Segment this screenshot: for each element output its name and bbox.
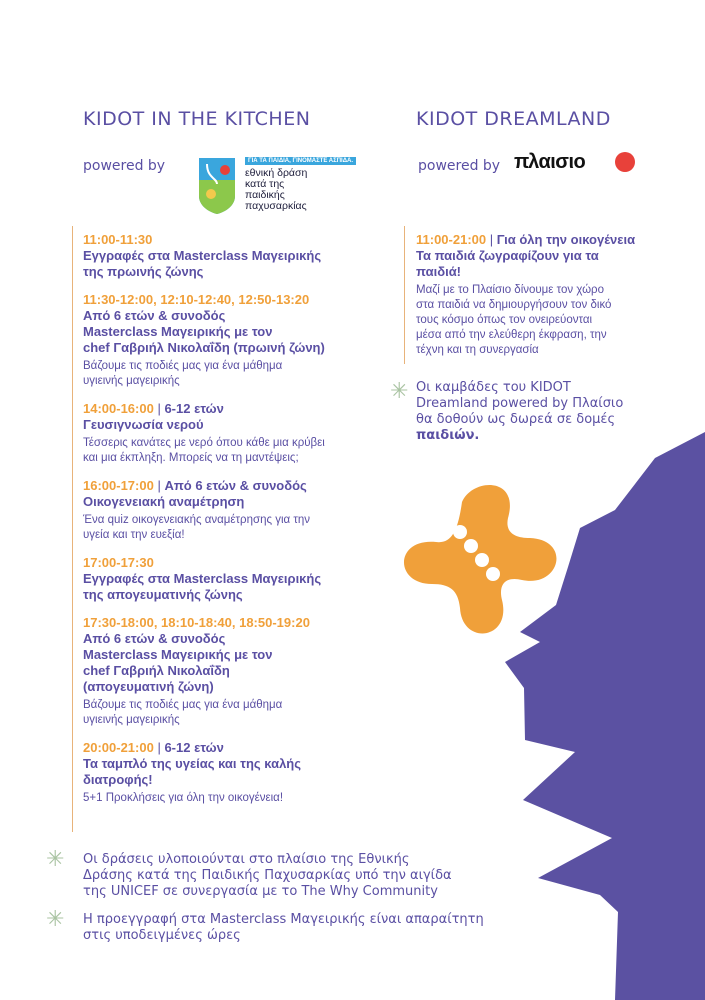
- event-time-text: 20:00-21:00: [83, 740, 154, 755]
- schedule-event: [83, 292, 383, 389]
- left-note-2: [83, 912, 553, 944]
- event-name-line: chef Γαβριήλ Νικολαΐδη: [83, 663, 230, 678]
- sponsor-banner: ΓΙΑ ΤΑ ΠΑΙΔΙΑ, ΓΙΝΟΜΑΣΤΕ ΑΣΠΙΔΑ.: [245, 157, 356, 165]
- event-name-line: Masterclass Μαγειρικής με τον: [83, 324, 273, 339]
- separator: |: [153, 478, 165, 493]
- event-name-line: Γευσιγνωσία νερού: [83, 417, 204, 432]
- note-line: Δράσης κατά της Παιδικής Παχυσαρκίας υπό την αιγίδα: [83, 868, 452, 883]
- sparkle-icon: ✳: [46, 846, 65, 871]
- left-title: KIDOT IN THE KITCHEN: [83, 108, 311, 130]
- separator: |: [153, 401, 165, 416]
- right-note-line-bold: παιδιών.: [416, 428, 480, 443]
- event-description: [83, 698, 383, 728]
- ethniki-drasi-text: [245, 157, 356, 212]
- event-description-line: Βάζουμε τις ποδιές μας για ένα μάθημα: [83, 699, 283, 711]
- event-time: [83, 555, 383, 571]
- event-description: [83, 791, 383, 806]
- red-dot-icon: [615, 152, 635, 172]
- event-name-line: Εγγραφές στα Masterclass Μαγειρικής: [83, 571, 322, 586]
- event-time-text: 14:00-16:00: [83, 401, 154, 416]
- sparkle-icon: ✳: [46, 906, 65, 931]
- event-description-line: Τέσσερις κανάτες με νερό όπου κάθε μια κρύβει: [83, 437, 325, 449]
- note-line: Οι δράσεις υλοποιούνται στο πλαίσιο της Εθνικής: [83, 852, 410, 867]
- sparkle-icon: ✳: [390, 378, 409, 403]
- event-time-text: 17:30-18:00, 18:10-18:40, 18:50-19:20: [83, 615, 310, 630]
- event-description-line: και μια έκπληξη. Μπορείς να τη μαντέψεις;: [83, 452, 299, 464]
- left-schedule: [83, 232, 383, 818]
- sponsor-line-1: εθνική δράση: [245, 167, 308, 179]
- event-name-line: Masterclass Μαγειρικής με τον: [83, 647, 273, 662]
- event-tag: Από 6 ετών & συνοδός: [164, 478, 307, 493]
- right-title: KIDOT DREAMLAND: [416, 108, 611, 130]
- note-line: Η προεγγραφή στα Masterclass Μαγειρικής είναι απαραίτητη: [83, 912, 484, 927]
- event-name-line: Οικογενειακή αναμέτρηση: [83, 494, 245, 509]
- right-event-description-line: μέσα από την ελεύθερη έκφραση, την: [416, 329, 607, 341]
- schedule-event: [83, 401, 383, 466]
- event-name-line: Εγγραφές στα Masterclass Μαγειρικής: [83, 248, 322, 263]
- event-time: [83, 232, 383, 248]
- right-note: [416, 380, 676, 444]
- separator: |: [153, 740, 165, 755]
- event-time: [83, 740, 383, 756]
- left-note-1: [83, 852, 553, 900]
- note-line: στις υποδειγμένες ώρες: [83, 928, 241, 943]
- sponsor-line-3: παιδικής: [245, 189, 285, 201]
- event-description: [83, 436, 383, 466]
- shield-icon: [197, 156, 237, 214]
- event-name-line: Τα ταμπλό της υγείας και της καλής: [83, 756, 302, 771]
- event-tag: 6-12 ετών: [164, 401, 224, 416]
- left-powered-by: powered by: [83, 158, 166, 174]
- event-time-text: 11:30-12:00, 12:10-12:40, 12:50-13:20: [83, 292, 310, 307]
- event-time-text: 16:00-17:00: [83, 478, 154, 493]
- plaisio-logo: πλαισιο: [514, 151, 586, 173]
- sponsor-line-4: παχυσαρκίας: [245, 200, 307, 212]
- right-note-line: Dreamland powered by Πλαίσιο: [416, 396, 624, 411]
- event-name-line: (απογευματινή ζώνη): [83, 679, 214, 694]
- schedule-event: [83, 740, 383, 806]
- right-event-description-line: Μαζί με το Πλαίσιο δίνουμε τον χώρο: [416, 284, 604, 296]
- right-event-tag: Για όλη την οικογένεια: [496, 232, 636, 247]
- event-name-line: Από 6 ετών & συνοδός: [83, 308, 226, 323]
- schedule-event: [83, 478, 383, 543]
- event-time-text: 17:00-17:30: [83, 555, 154, 570]
- event-time: [83, 478, 383, 494]
- event-time-text: 11:00-11:30: [83, 232, 153, 247]
- note-line: της UNICEF σε συνεργασία με το The Why Community: [83, 884, 438, 899]
- schedule-event: [83, 615, 383, 728]
- event-description: [83, 513, 383, 543]
- event-tag: 6-12 ετών: [164, 740, 224, 755]
- event-description-line: Ένα quiz οικογενειακής αναμέτρησης για την: [83, 514, 311, 526]
- event-name-line: chef Γαβριήλ Νικολαΐδη (πρωινή ζώνη): [83, 340, 325, 355]
- sponsor-line-2: κατά της: [245, 178, 285, 190]
- event-time: [83, 401, 383, 417]
- event-name-line: της πρωινής ζώνης: [83, 264, 204, 279]
- ethniki-drasi-logo: [197, 156, 237, 219]
- event-time: [83, 615, 383, 631]
- event-name-line: διατροφής!: [83, 772, 153, 787]
- right-note-line: θα δοθούν ως δωρεά σε δομές: [416, 412, 616, 427]
- event-description-line: υγιεινής μαγειρικής: [83, 375, 180, 387]
- event-time: [83, 292, 383, 308]
- right-schedule: [416, 232, 666, 358]
- event-description-line: υγιεινής μαγειρικής: [83, 714, 180, 726]
- right-event-description-line: στα παιδιά να δημιουργήσουν τον δικό: [416, 299, 612, 311]
- right-event-description-line: τους κόσμο όπως τον ονειρεύονται: [416, 314, 593, 326]
- schedule-event: [83, 232, 383, 280]
- orange-butterfly-shape: [400, 480, 570, 640]
- right-event-name-line: Τα παιδιά ζωγραφίζουν για τα: [416, 248, 599, 263]
- right-note-line: Οι καμβάδες του KIDOT: [416, 380, 571, 395]
- event-name-line: Από 6 ετών & συνοδός: [83, 631, 226, 646]
- event-description-line: 5+1 Προκλήσεις για όλη την οικογένεια!: [83, 792, 284, 804]
- schedule-event: [83, 555, 383, 603]
- right-event-time: 11:00-21:00 | Για όλη την οικογένεια: [416, 232, 636, 247]
- event-description-line: Βάζουμε τις ποδιές μας για ένα μάθημα: [83, 360, 283, 372]
- event-description-line: υγεία και την ευεξία!: [83, 529, 185, 541]
- right-powered-by: powered by: [418, 158, 501, 174]
- right-event-name-line: παιδιά!: [416, 264, 462, 279]
- right-event-description-line: τέχνη και τη συνεργασία: [416, 344, 539, 356]
- event-name-line: της απογευματινής ζώνης: [83, 587, 243, 602]
- event-description: [83, 359, 383, 389]
